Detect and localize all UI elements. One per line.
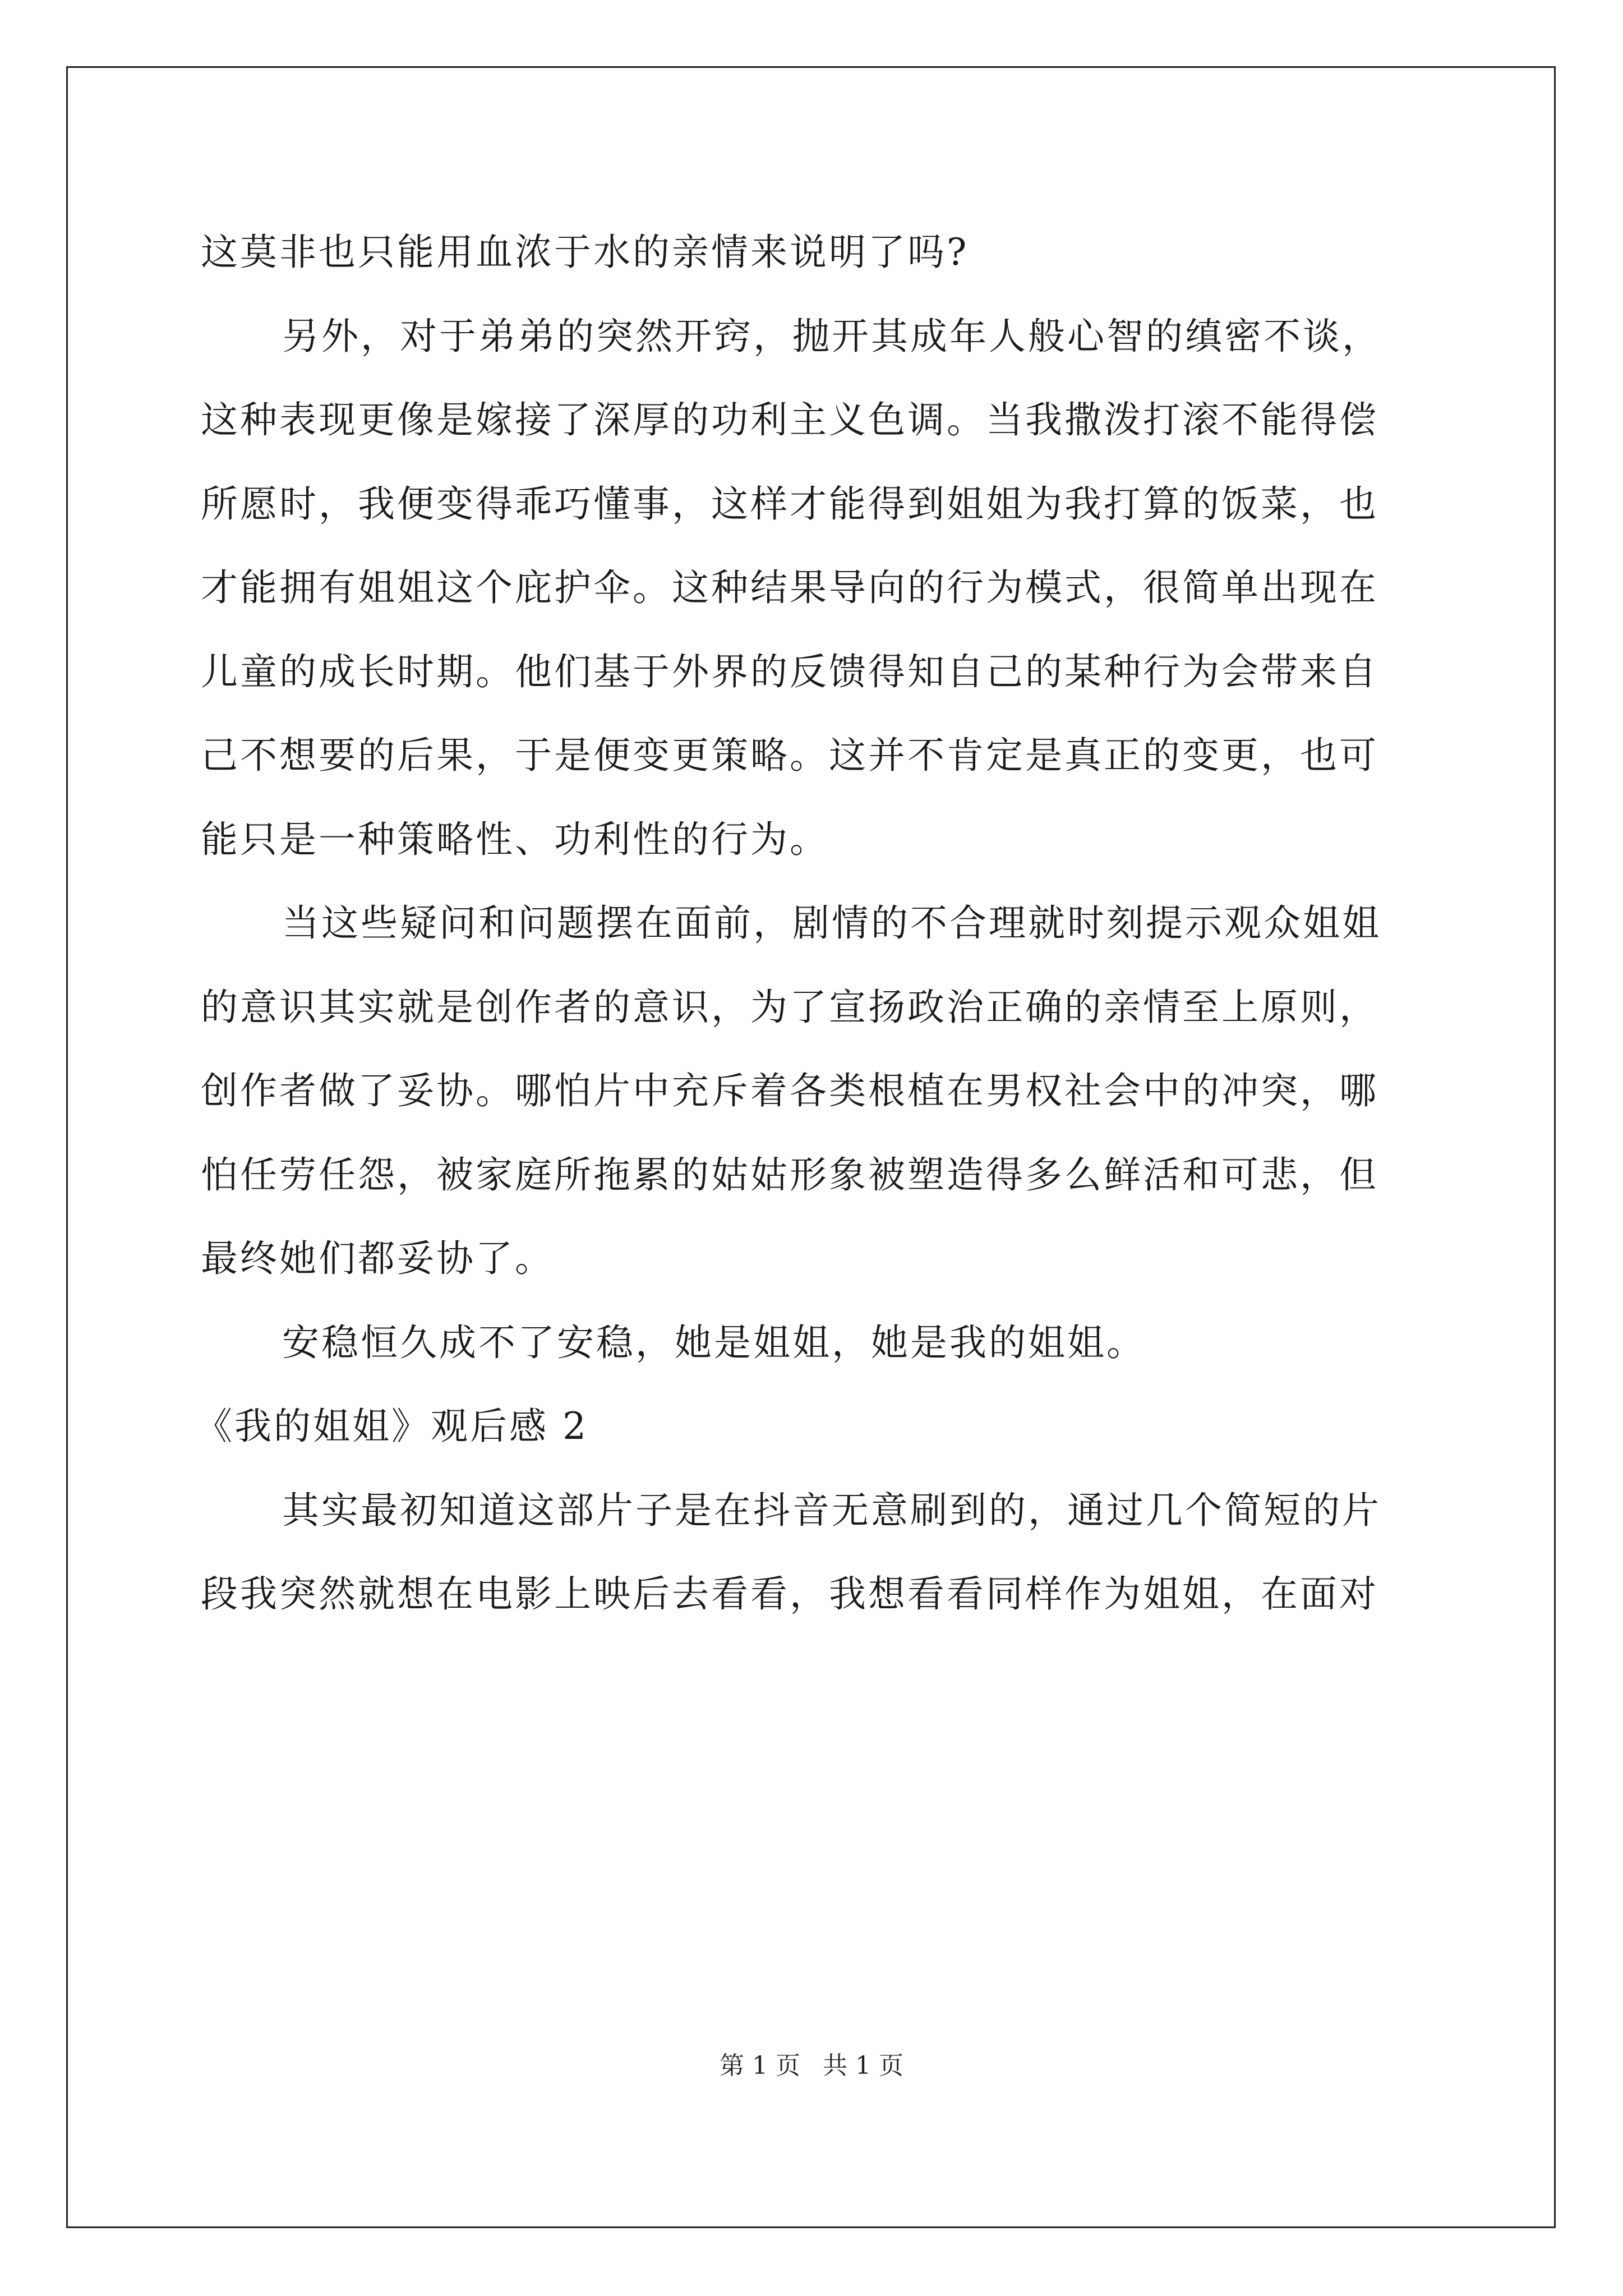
text-line: 能只是一种策略性、功利性的行为。 xyxy=(201,818,829,861)
text-line: 才能拥有姐姐这个庇护伞。这种结果导向的行为模式，很简单出现在 xyxy=(201,566,1378,609)
page-number-total: 共 1 页 xyxy=(823,2051,903,2080)
page-footer xyxy=(0,2050,1623,2082)
text-line: 这莫非也只能用血浓于水的亲情来说明了吗? xyxy=(201,231,969,274)
section-heading: 《我的姐姐》观后感 2 xyxy=(195,1405,588,1448)
paragraph-start-line: 另外，对于弟弟的突然开窍，抛开其成年人般心智的缜密不谈， xyxy=(282,315,1381,358)
paragraph-start-line: 其实最初知道这部片子是在抖音无意刷到的，通过几个简短的片 xyxy=(282,1489,1381,1532)
text-line: 儿童的成长时期。他们基于外界的反馈得知自己的某种行为会带来自 xyxy=(201,650,1378,693)
text-line: 创作者做了妥协。哪怕片中充斥着各类根植在男权社会中的冲突，哪 xyxy=(201,1069,1378,1112)
page-border xyxy=(66,66,1556,2228)
text-line: 怕任劳任怨，被家庭所拖累的姑姑形象被塑造得多么鲜活和可悲，但 xyxy=(201,1153,1378,1197)
text-line: 最终她们都妥协了。 xyxy=(201,1237,554,1280)
paragraph-start-line: 安稳恒久成不了安稳，她是姐姐，她是我的姐姐。 xyxy=(282,1321,1146,1364)
text-line: 的意识其实就是创作者的意识，为了宣扬政治正确的亲情至上原则， xyxy=(201,986,1378,1029)
text-line: 这种表现更像是嫁接了深厚的功利主义色调。当我撒泼打滚不能得偿 xyxy=(201,398,1378,441)
text-line: 己不想要的后果，于是便变更策略。这并不肯定是真正的变更，也可 xyxy=(201,734,1378,777)
paragraph-start-line: 当这些疑问和问题摆在面前，剧情的不合理就时刻提示观众姐姐 xyxy=(282,901,1381,945)
page-number-current: 第 1 页 xyxy=(720,2051,800,2080)
text-line: 所愿时，我便变得乖巧懂事，这样才能得到姐姐为我打算的饭菜，也 xyxy=(201,482,1378,526)
text-line: 段我突然就想在电影上映后去看看，我想看看同样作为姐姐，在面对 xyxy=(201,1572,1378,1616)
